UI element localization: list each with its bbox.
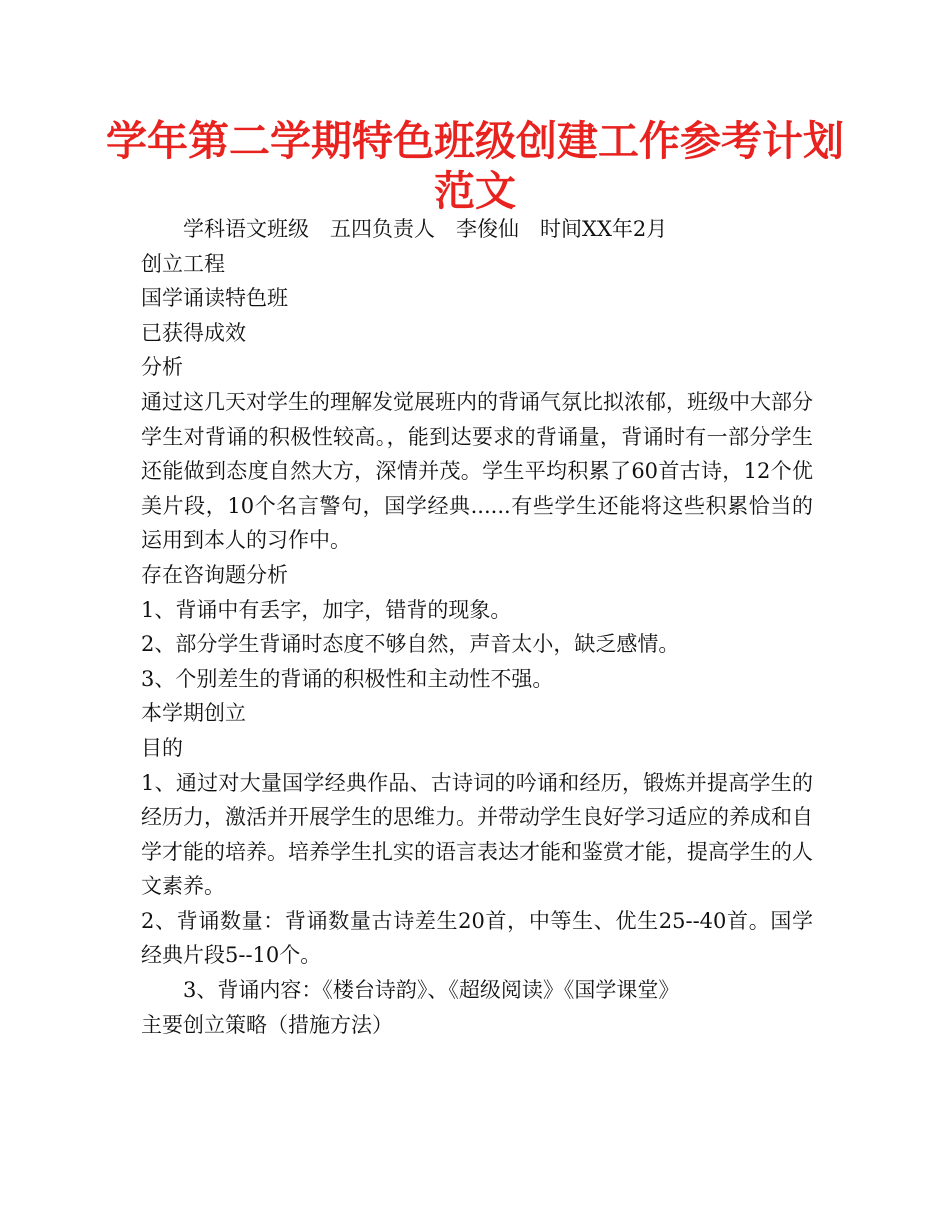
problems-heading: 存在咨询题分析 <box>141 562 288 587</box>
title-line-2: 范文 <box>434 167 516 215</box>
goal-heading: 目的 <box>141 735 183 760</box>
strategy-heading: 主要创立策略（措施方法） <box>141 1012 393 1037</box>
analysis-paragraph: 通过这几天对学生的理解发觉展班内的背诵气氛比拟浓郁，班级中大部分学生对背诵的积极性较高。，能到达要求的背诵量，背诵时有一部分学生还能做到态度自然大方，深情并茂。学生平均积累了60首古诗，12个优美片段，10个名言警句，国学经典......有些学生还能将这些积累恰当的运用到本人的习作中。 <box>141 389 813 553</box>
goal-item: 1、通过对大量国学经典作品、古诗词的吟诵和经历，锻炼并提高学生的经历力，激活并开展学生的思维力。并带动学生良好学习适应的养成和自学才能的培养。培养学生扎实的语言表达才能和鉴赏才能，提高学生的人文素养。 <box>141 770 813 899</box>
problem-item: 3、个别差生的背诵的积极性和主动性不强。 <box>141 666 554 691</box>
goal-item: 2、背诵数量：背诵数量古诗差生20首，中等生、优生25--40首。国学经典片段5--10个。 <box>141 908 813 968</box>
analysis-heading: 分析 <box>141 355 183 380</box>
document-title <box>100 116 850 216</box>
meta-line: 学科语文班级 五四负责人 李俊仙 时间XX年2月 <box>183 217 668 241</box>
achieved-heading: 已获得成效 <box>141 320 246 345</box>
title-line-1: 学年第二学期特色班级创建工作参考计划 <box>106 117 844 165</box>
problem-item: 2、部分学生背诵时态度不够自然，声音太小，缺乏感情。 <box>141 632 680 657</box>
problem-item: 1、背诵中有丢字，加字，错背的现象。 <box>141 597 512 622</box>
content-line: 3、背诵内容：《楼台诗韵》、《超级阅读》《国学课堂》 <box>183 978 680 1003</box>
semester-heading: 本学期创立 <box>141 701 246 726</box>
project-name: 国学诵读特色班 <box>141 286 288 311</box>
project-heading: 创立工程 <box>141 251 225 276</box>
document-body <box>141 212 813 1042</box>
